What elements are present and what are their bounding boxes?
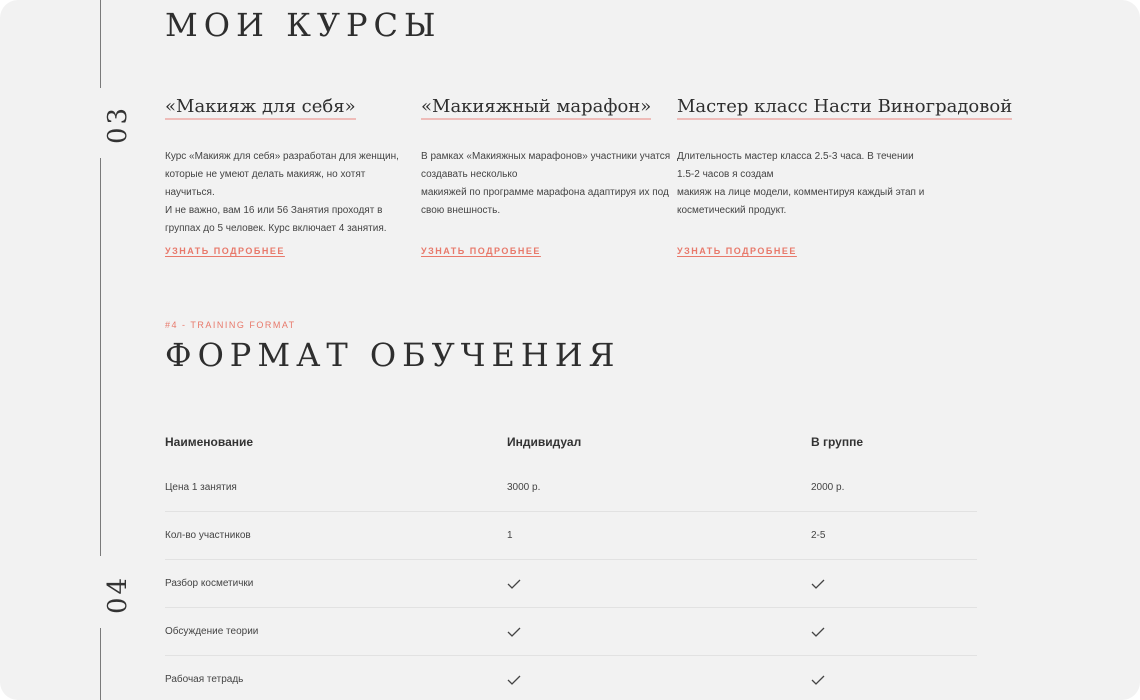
row-label: Разбор косметички [165,578,254,589]
learn-more-link[interactable]: УЗНАТЬ ПОДРОБНЕЕ [165,246,285,256]
section-number-courses: 03 [103,104,133,144]
timeline-line [100,628,101,700]
learn-more-link[interactable]: УЗНАТЬ ПОДРОБНЕЕ [677,246,797,256]
row-label: Обсуждение теории [165,626,259,637]
check-icon [507,656,521,700]
section-number-format: 04 [103,574,133,614]
timeline-line [100,0,101,88]
course-title: «Макияж для себя» [165,96,356,120]
course-card [165,96,415,256]
individual-value: 1 [507,530,513,541]
check-icon [507,608,521,655]
column-header-name: Наименование [165,435,254,449]
course-title: «Макияжный марафон» [421,96,651,120]
course-description: Курс «Макияж для себя» разработан для женщин, которые не умеют делать макияж, но хотят научиться. И не важно, вам 16 или 56 Занятия проходят в группах до 5 человек. Курс включает 4 занятия. [165,151,399,234]
group-value: 2000 р. [811,482,845,493]
timeline-line [100,158,101,556]
row-label: Кол-во участников [165,530,251,541]
check-icon [811,656,825,700]
learn-more-link[interactable]: УЗНАТЬ ПОДРОБНЕЕ [421,246,541,256]
course-description: В рамках «Макияжных марафонов» участники учатся создавать несколько макияжей по программе марафона адаптируя их под свою внешность. [421,151,671,216]
course-card [677,96,1013,256]
check-icon [811,560,825,607]
table-row [165,656,977,700]
row-label: Рабочая тетрадь [165,674,244,685]
format-subtitle: #4 - TRAINING FORMAT [165,320,296,330]
check-icon [811,608,825,655]
course-card [421,96,671,256]
check-icon [507,560,521,607]
courses-heading: МОИ КУРСЫ [165,6,442,44]
format-heading: ФОРМАТ ОБУЧЕНИЯ [165,336,621,374]
individual-value: 3000 р. [507,482,541,493]
column-header-group: В группе [811,435,864,449]
column-header-individual: Индивидуал [507,435,582,449]
course-description: Длительность мастер класса 2.5-3 часа. В течении 1.5-2 часов я создам макияж на лице модели, комментируя каждый этап и косметический продукт. [677,151,925,216]
row-label: Цена 1 занятия [165,482,237,493]
table-header-row [165,420,977,464]
table-row [165,560,977,608]
format-table [165,420,977,700]
group-value: 2-5 [811,530,826,541]
course-title: Мастер класс Насти Виноградовой [677,96,1012,120]
table-row [165,464,977,512]
table-row [165,608,977,656]
table-row [165,512,977,560]
